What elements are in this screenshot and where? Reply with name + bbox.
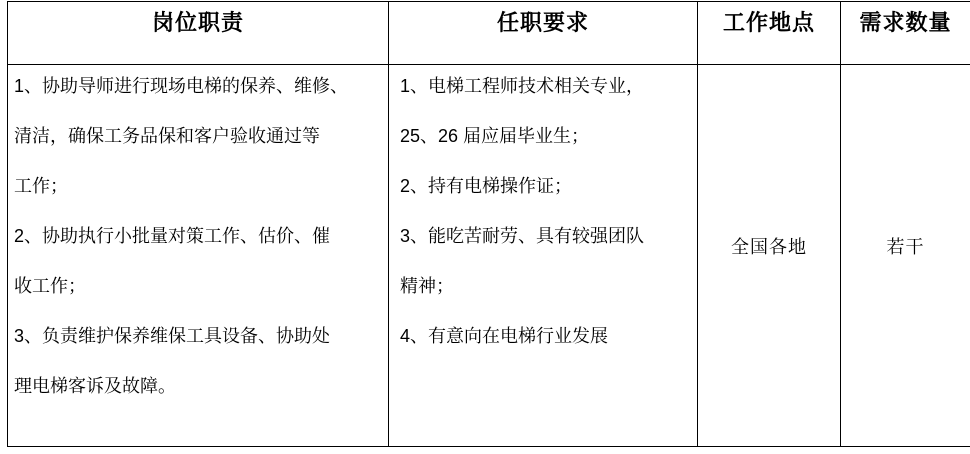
duty-line: 2、协助执行小批量对策工作、估价、催 (14, 226, 331, 246)
cell-work-location (698, 65, 841, 446)
header-headcount (841, 2, 970, 65)
duty-line: 清洁，确保工务品保和客户验收通过等 (14, 126, 320, 146)
requirement-line: 4、有意向在电梯行业发展 (400, 326, 609, 346)
requirement-line: 1、电梯工程师技术相关专业， (400, 76, 645, 96)
requirement-line: 2、持有电梯操作证； (400, 176, 573, 196)
header-job-requirements-label: 任职要求 (496, 10, 589, 35)
job-posting-table (7, 1, 970, 447)
duty-line: 收工作； (14, 276, 86, 296)
requirement-line: 3、能吃苦耐劳、具有较强团队 (400, 226, 645, 246)
header-job-duties-label: 岗位职责 (151, 10, 244, 35)
header-work-location (698, 2, 841, 65)
cell-job-requirements (389, 65, 698, 446)
cell-job-duties (8, 65, 389, 446)
duty-line: 工作； (14, 176, 68, 196)
header-work-location-label: 工作地点 (722, 10, 815, 35)
header-job-requirements (389, 2, 698, 65)
duty-line: 1、协助导师进行现场电梯的保养、维修、 (14, 76, 349, 96)
work-location-value: 全国各地 (731, 236, 807, 257)
job-requirements-text (400, 65, 693, 361)
header-job-duties (8, 2, 389, 65)
duty-line: 理电梯客诉及故障。 (14, 376, 176, 396)
requirement-line: 精神； (400, 276, 454, 296)
headcount-value: 若干 (886, 236, 925, 257)
cell-headcount (841, 65, 970, 446)
header-headcount-label: 需求数量 (859, 10, 952, 35)
requirement-line: 25、26 届应届毕业生； (400, 126, 590, 146)
job-duties-text (14, 65, 384, 411)
duty-line: 3、负责维护保养维保工具设备、协助处 (14, 326, 331, 346)
